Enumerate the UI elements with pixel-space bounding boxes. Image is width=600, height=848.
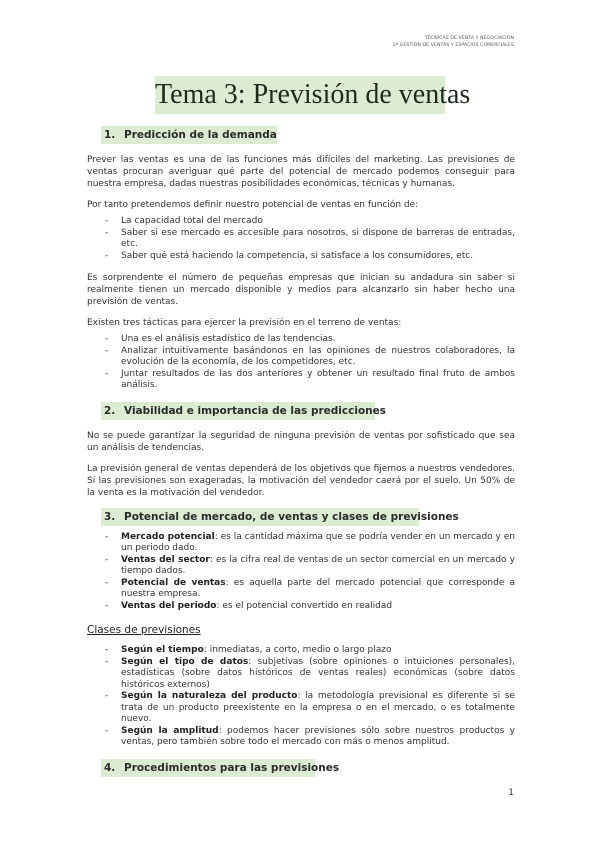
definition-item [87, 726, 515, 749]
list-item: - Saber qué está haciendo la competencia, si satisface a los consumidores, etc. [87, 251, 515, 263]
bullet-list [87, 216, 515, 262]
section-number: 3. [104, 510, 116, 523]
page-title: Tema 3: Previsión de ventas [155, 79, 471, 110]
section-number: 1. [104, 129, 116, 141]
term: Mercado potencial [121, 531, 215, 542]
term: Según la naturaleza del producto [121, 691, 298, 701]
definition-item [87, 555, 515, 578]
list-item: - Analizar intuitivamente basándonos en las opiniones de nuestros colaboradores, la evolución de la economía, de los competidores, etc. [87, 346, 515, 369]
section-heading-2 [87, 402, 515, 420]
definition-item [87, 657, 515, 692]
definition: : la metodología previsional es diferente si se trata de un producto preexistente en la empresa o en el mercado, o es totalmente nuevo. [121, 691, 515, 724]
definition-list [87, 645, 515, 749]
paragraph: Por tanto pretendemos definir nuestro potencial de ventas en función de: [87, 200, 419, 210]
definition: : subjetivas (sobre opiniones o intuiciones personales), estadísticas (sobre datos históricos de ventas reales) económicas (sobre datos históricos externos) [121, 656, 516, 690]
header-subject: TÉCNICAS DE VENTA Y NEGOCIACIÓN [425, 36, 514, 41]
document-body [87, 120, 515, 787]
list-item: - La capacidad total del mercado [87, 216, 515, 228]
paragraph: No se puede garantizar la seguridad de ninguna previsión de ventas por sofisticado que sea un análisis de tendencias. [87, 430, 515, 453]
section-title: Viabilidad e importancia de las predicciones [124, 404, 387, 417]
section-heading-3 [87, 508, 515, 526]
term: Ventas del sector [121, 554, 210, 565]
definition: : inmediatas, a corto, medio o largo plazo [203, 645, 392, 655]
definition-item [87, 578, 515, 601]
paragraph: Prever las ventas es una de las funciones más difíciles del marketing. Las previsiones de ventas procuran averiguar qué parte del potencial de mercado podemos conseguir para nuestra empresa, dadas nuestras posibilidades económicas, técnicas y humanas. [87, 155, 515, 189]
definition-list [87, 532, 515, 613]
definition: : es la cantidad máxima que se podría vender en un mercado y en un periodo dado. [121, 531, 515, 553]
list-item: - Juntar resultados de las dos anteriores y obtener un resultado final fruto de ambos análisis. [87, 369, 515, 392]
paragraph: Es sorprendente el número de pequeñas empresas que inician su andadura sin saber si realmente tienen un mercado disponible y medios para alcanzarlo sin haber hecho una previsión de ventas. [87, 273, 515, 307]
paragraph: Existen tres tácticas para ejercer la previsión en el terreno de ventas: [87, 318, 402, 328]
header-course: 2º GESTIÓN DE VENTAS Y ESPACIOS COMERCIALES [392, 43, 514, 48]
list-item: - Saber si ese mercado es accesible para nosotros, si dispone de barreras de entradas, etc. [87, 228, 515, 251]
definition: : es la cifra real de ventas de un sector comercial en un mercado y tiempo dados. [121, 554, 515, 576]
definition-item [87, 532, 515, 555]
section-heading-4 [87, 759, 515, 777]
definition: : es aquella parte del mercado potencial que corresponde a nuestra empresa. [121, 577, 515, 599]
term: Según el tiempo [121, 645, 204, 655]
section-title: Procedimientos para las previsiones [124, 761, 340, 774]
definition-item [87, 601, 515, 613]
page-number: 1 [508, 788, 514, 798]
section-title: Potencial de mercado, de ventas y clases de previsiones [124, 510, 459, 523]
section-number: 4. [104, 761, 116, 774]
bullet-list [87, 334, 515, 392]
term: Según la amplitud [121, 725, 219, 736]
definition-item [87, 691, 515, 726]
term: Potencial de ventas [121, 577, 226, 588]
definition: : podemos hacer previsiones sólo sobre nuestros productos y ventas, pero también sobre todo el mercado con más o menos amplitud. [121, 725, 516, 747]
definition-item [87, 645, 515, 657]
list-item: - Una es el análisis estadístico de las tendencias. [87, 334, 515, 346]
definition: : es el potencial convertido en realidad [216, 600, 393, 611]
section-title: Predicción de la demanda [124, 129, 277, 141]
section-number: 2. [104, 404, 116, 417]
paragraph: La previsión general de ventas dependerá de los objetivos que fijemos a nuestros vendedores. Si las previsiones son exageradas, la motivación del vendedor caerá por el suelo. Un 50% de la venta es la motivación del vendedor. [87, 463, 515, 498]
subsection-title: Clases de previsiones [87, 624, 201, 636]
term: Ventas del periodo [121, 600, 217, 611]
page-header [393, 35, 514, 49]
section-heading-1 [87, 126, 515, 144]
term: Según el tipo de datos [121, 656, 249, 667]
